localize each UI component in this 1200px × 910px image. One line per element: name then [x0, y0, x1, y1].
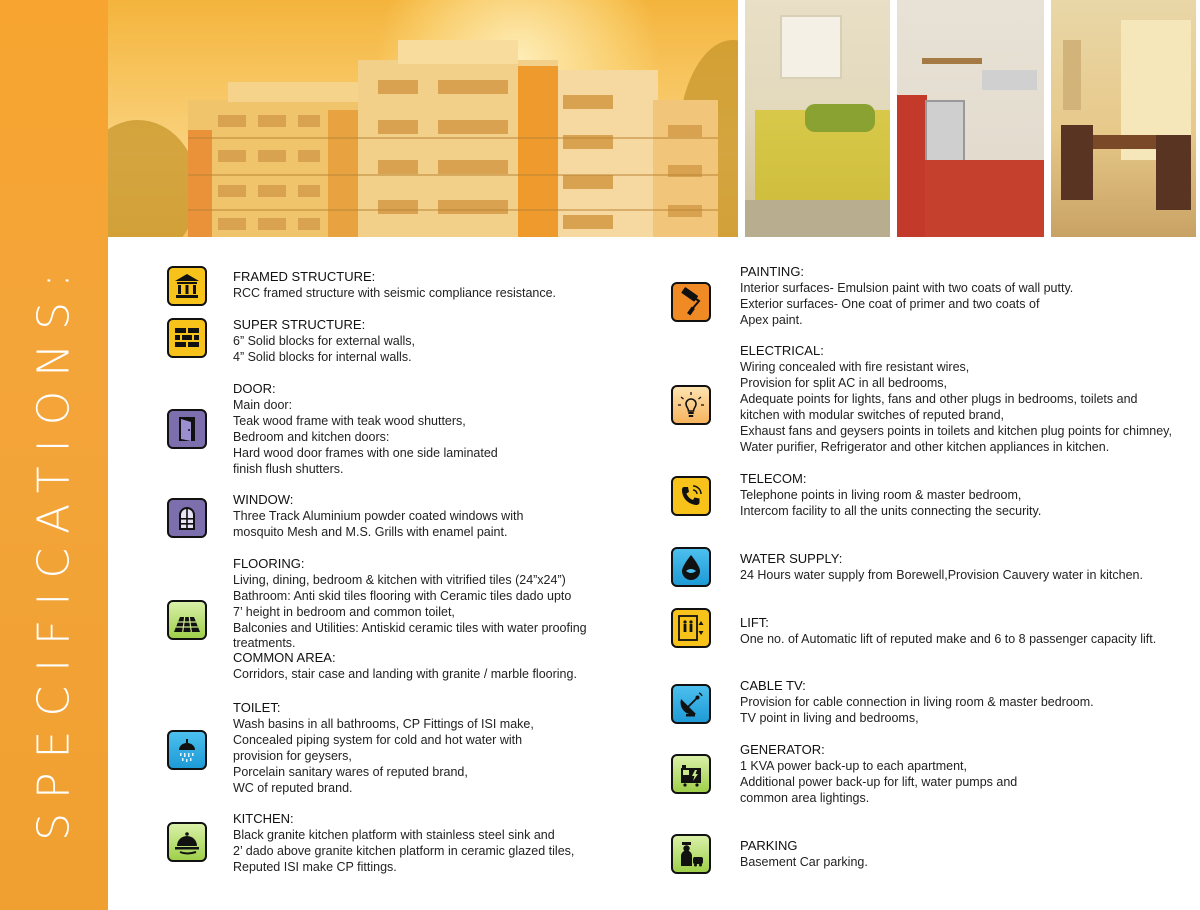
cabinets [897, 95, 927, 237]
text-line: Porcelain sanitary wares of reputed brand, [233, 765, 468, 779]
super-structure-text [233, 333, 415, 365]
text-line: Living, dining, bedroom & kitchen with vitrified tiles (24”x24”) [233, 573, 566, 587]
text-line: Wash basins in all bathrooms, CP Fittings of ISI make, [233, 717, 534, 731]
painting-text [740, 280, 1073, 328]
super-structure-title: SUPER STRUCTURE: [233, 317, 366, 332]
chair-right [1156, 135, 1191, 210]
window-title: WINDOW: [233, 492, 294, 507]
wall-art [780, 15, 842, 79]
text-line: Three Track Aluminium powder coated windows with [233, 509, 524, 523]
tree-left [108, 120, 198, 237]
door-title: DOOR: [233, 381, 276, 396]
wall-decor [1063, 40, 1081, 110]
building-columns-icon [167, 266, 207, 306]
text-line: treatments. [233, 636, 296, 650]
text-line: Water purifier, Refrigerator and other kitchen appliances in kitchen. [740, 440, 1110, 454]
text-line: Intercom facility to all the units connecting the security. [740, 504, 1042, 518]
text-line: Exterior surfaces- One coat of primer and two coats of [740, 297, 1040, 311]
serving-cloche-icon [167, 822, 207, 862]
building-illustration [188, 20, 718, 237]
text-line: provision for geysers, [233, 749, 352, 763]
page-title: SPECIFICATIONS: [28, 259, 80, 841]
light-bulb-icon [671, 385, 711, 425]
text-line: 6” Solid blocks for external walls, [233, 334, 416, 348]
satellite-dish-icon [671, 684, 711, 724]
flooring-title: FLOORING: [233, 556, 305, 571]
telecom-title: TELECOM: [740, 471, 807, 486]
text-line: common area lightings. [740, 791, 870, 805]
window-text [233, 508, 523, 540]
text-line: RCC framed structure with seismic compliance resistance. [233, 286, 557, 300]
door-icon [167, 409, 207, 449]
framed-structure-title: FRAMED STRUCTURE: [233, 269, 376, 284]
text-line: Apex paint. [740, 313, 803, 327]
parking-guard-icon [671, 834, 711, 874]
bedroom-photo [745, 0, 890, 237]
text-line: 2’ dado above granite kitchen platform in ceramic glazed tiles, [233, 844, 575, 858]
text-line: Interior surfaces- Emulsion paint with two coats of wall putty. [740, 281, 1074, 295]
generator-text [740, 758, 1017, 806]
electrical-title: ELECTRICAL: [740, 343, 824, 358]
text-line: Bathroom: Anti skid tiles flooring with Ceramic tiles dado upto [233, 589, 572, 603]
text-line: TV point in living and bedrooms, [740, 711, 919, 725]
kitchen-title: KITCHEN: [233, 811, 294, 826]
text-line: 24 Hours water supply from Borewell,Provision Cauvery water in kitchen. [740, 568, 1143, 582]
toilet-text [233, 716, 534, 796]
chair-left [1061, 125, 1093, 200]
text-line: WC of reputed brand. [233, 781, 353, 795]
window-icon [167, 498, 207, 538]
cable-tv-text [740, 694, 1094, 726]
text-line: Main door: [233, 398, 293, 412]
text-line: finish flush shutters. [233, 462, 344, 476]
text-line: Exhaust fans and geysers points in toilets and kitchen plug points for chimney, [740, 424, 1172, 438]
shelf [922, 58, 982, 64]
floor-tiles-icon [167, 600, 207, 640]
painting-title: PAINTING: [740, 264, 805, 279]
building-hero-image [108, 0, 738, 237]
common-area-title: COMMON AREA: [233, 650, 336, 665]
flooring-text [233, 572, 587, 682]
water-supply-title: WATER SUPPLY: [740, 551, 843, 566]
text-line: 1 KVA power back-up to each apartment, [740, 759, 967, 773]
elevator-icon [671, 608, 711, 648]
parking-title: PARKING [740, 838, 798, 853]
range-hood [982, 70, 1037, 90]
electrical-text [740, 359, 1172, 455]
text-line: kitchen with modular switches of reputed brand, [740, 408, 1005, 422]
generator-icon [671, 754, 711, 794]
text-line: Black granite kitchen platform with stainless steel sink and [233, 828, 555, 842]
text-line: 4” Solid blocks for internal walls. [233, 350, 412, 364]
text-line: mosquito Mesh and M.S. Grills with enamel paint. [233, 525, 508, 539]
shower-icon [167, 730, 207, 770]
parking-text [740, 854, 868, 870]
lift-text [740, 631, 1156, 647]
text-line: Provision for cable connection in living room & master bedroom. [740, 695, 1094, 709]
paint-roller-icon [671, 282, 711, 322]
dining-photo [1051, 0, 1196, 237]
floor [745, 200, 890, 237]
text-line: Balconies and Utilities: Antiskid ceramic tiles with water proofing [233, 621, 587, 635]
text-line: Basement Car parking. [740, 855, 868, 869]
brick-wall-icon [167, 318, 207, 358]
text-line: 7’ height in bedroom and common toilet, [233, 605, 455, 619]
text-line: Telephone points in living room & master bedroom, [740, 488, 1022, 502]
text-line: Additional power back-up for lift, water pumps and [740, 775, 1018, 789]
text-line: One no. of Automatic lift of reputed make and 6 to 8 passenger capacity lift. [740, 632, 1157, 646]
text-line: Corridors, stair case and landing with granite / marble flooring. [233, 667, 577, 681]
telephone-icon [671, 476, 711, 516]
water-supply-text [740, 567, 1143, 583]
telecom-text [740, 487, 1041, 519]
oven [925, 100, 965, 168]
counter [925, 160, 1044, 237]
text-line: Adequate points for lights, fans and other plugs in bedrooms, toilets and [740, 392, 1138, 406]
text-line: Bedroom and kitchen doors: [233, 430, 390, 444]
water-drop-icon [671, 547, 711, 587]
cable-tv-title: CABLE TV: [740, 678, 806, 693]
lift-title: LIFT: [740, 615, 769, 630]
kitchen-photo [897, 0, 1044, 237]
text-line: Hard wood door frames with one side laminated [233, 446, 498, 460]
pillows [805, 104, 875, 132]
door-text [233, 397, 498, 477]
framed-structure-text [233, 285, 556, 301]
text-line: Wiring concealed with fire resistant wires, [740, 360, 970, 374]
text-line: Teak wood frame with teak wood shutters, [233, 414, 466, 428]
kitchen-text [233, 827, 574, 875]
generator-title: GENERATOR: [740, 742, 825, 757]
text-line: Provision for split AC in all bedrooms, [740, 376, 948, 390]
text-line: Reputed ISI make CP fittings. [233, 860, 397, 874]
toilet-title: TOILET: [233, 700, 281, 715]
text-line: Concealed piping system for cold and hot water with [233, 733, 523, 747]
